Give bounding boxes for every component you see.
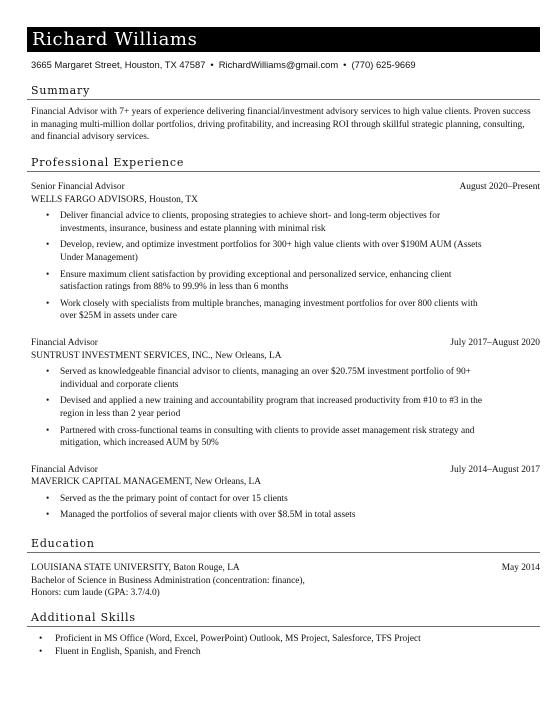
separator-dot: • xyxy=(343,59,347,70)
bullet-text: Partnered with cross-functional teams in consulting with clients to provide asset management risk strategy and mitigation, which increased AUM by 50% xyxy=(60,425,475,449)
skills-list xyxy=(39,633,540,658)
summary-text: Financial Advisor with 7+ years of experience delivering financial/investment advisory services to high value clients. Proven success in managing multi-million dollar portfolios, driving profitability, and increasing ROI through skillful strategic planning, consulting, and financial advisory services. xyxy=(31,107,531,143)
skill-text: Fluent in English, Spanish, and French xyxy=(55,646,201,657)
skill-text: Proficient in MS Office (Word, Excel, PowerPoint) Outlook, MS Project, Salesforce, TFS Project xyxy=(55,634,421,644)
section-title-education: Education xyxy=(27,537,540,553)
section-title-summary: Summary xyxy=(27,84,540,100)
job-bullets xyxy=(46,210,486,323)
experience-section xyxy=(27,156,540,522)
job-role: Financial Advisor xyxy=(31,337,98,348)
degree: Bachelor of Science in Business Administration (concentration: finance), xyxy=(31,575,305,586)
job-dates: July 2014–August 2017 xyxy=(450,464,540,475)
school-name: LOUISIANA STATE UNIVERSITY, Baton Rouge, LA xyxy=(31,563,240,573)
bullet-text: Develop, review, and optimize investment portfolios for 300+ high value clients with over $190M AUM (Assets Under Management) xyxy=(60,240,482,263)
job-entry xyxy=(27,464,540,522)
job-bullets xyxy=(46,493,486,522)
section-title-experience: Professional Experience xyxy=(27,156,540,172)
list-item xyxy=(46,395,486,420)
job-dates: August 2020–Present xyxy=(459,182,540,192)
bullet-mark: • xyxy=(39,646,43,657)
job-company: SUNTRUST INVESTMENT SERVICES, INC., New Orleans, LA xyxy=(31,350,282,361)
phone: (770) 625-9669 xyxy=(351,59,416,70)
honors: Honors: cum laude (GPA: 3.7/4.0) xyxy=(31,588,160,599)
bullet-text: Work closely with specialists from multiple branches, managing investment portfolios for over 800 clients with over $25M in assets under care xyxy=(60,298,478,322)
job-company: MAVERICK CAPITAL MANAGEMENT, New Orleans, LA xyxy=(31,477,262,488)
bullet-mark: • xyxy=(46,510,50,521)
list-item xyxy=(46,269,486,294)
graduation-date: May 2014 xyxy=(501,563,540,573)
list-item xyxy=(46,366,486,391)
section-title-skills: Additional Skills xyxy=(27,611,540,627)
bullet-text: Served as the the primary point of contact for over 15 clients xyxy=(60,493,288,504)
job-role: Senior Financial Advisor xyxy=(31,182,125,192)
list-item xyxy=(39,633,540,646)
list-item xyxy=(46,493,486,506)
bullet-mark: • xyxy=(46,396,50,407)
name-banner xyxy=(27,27,540,52)
job-bullets xyxy=(46,366,486,450)
separator-dot: • xyxy=(210,59,214,70)
bullet-text: Devised and applied a new training and accountability program that increased productivity from #10 to #3 in the region in less than 2 year period xyxy=(60,396,483,419)
list-item xyxy=(46,425,486,450)
education-section xyxy=(27,537,540,600)
bullet-mark: • xyxy=(46,240,50,251)
bullet-mark: • xyxy=(46,298,50,309)
candidate-name: Richard Williams xyxy=(32,29,198,50)
skills-section xyxy=(27,611,540,658)
job-role: Financial Advisor xyxy=(31,464,98,475)
email: RichardWilliams@gmail.com xyxy=(218,59,339,70)
bullet-mark: • xyxy=(46,425,50,436)
education-entry xyxy=(27,562,540,600)
bullet-mark: • xyxy=(46,269,50,280)
bullet-text: Served as knowledgeable financial advisor to clients, managing an over $20.75M investment portfolio of 90+ individual and corporate clients xyxy=(60,367,471,390)
address: 3665 Margaret Street, Houston, TX 47587 xyxy=(31,59,206,70)
bullet-text: Managed the portfolios of several major clients with over $8.5M in total assets xyxy=(60,510,356,521)
contact-line xyxy=(31,58,531,71)
bullet-mark: • xyxy=(39,634,43,644)
bullet-text: Deliver financial advice to clients, proposing strategies to achieve short- and long-term objectives for investments, insurance, business and estate planning with minimal risk xyxy=(60,211,441,234)
list-item xyxy=(46,210,486,235)
bullet-mark: • xyxy=(46,493,50,504)
list-item xyxy=(46,239,486,264)
list-item xyxy=(46,509,486,522)
list-item xyxy=(39,646,540,659)
bullet-mark: • xyxy=(46,367,50,378)
job-entry xyxy=(27,337,540,450)
job-dates: July 2017–August 2020 xyxy=(450,337,540,348)
list-item xyxy=(46,298,486,323)
job-company: WELLS FARGO ADVISORS, Houston, TX xyxy=(31,194,198,205)
summary-section xyxy=(27,84,540,144)
job-entry xyxy=(27,181,540,323)
bullet-mark: • xyxy=(46,211,50,222)
bullet-text: Ensure maximum client satisfaction by providing exceptional and personalized service, enhancing client satisfaction ratings from 88% to 99.9% in less than 6 months xyxy=(60,269,452,293)
